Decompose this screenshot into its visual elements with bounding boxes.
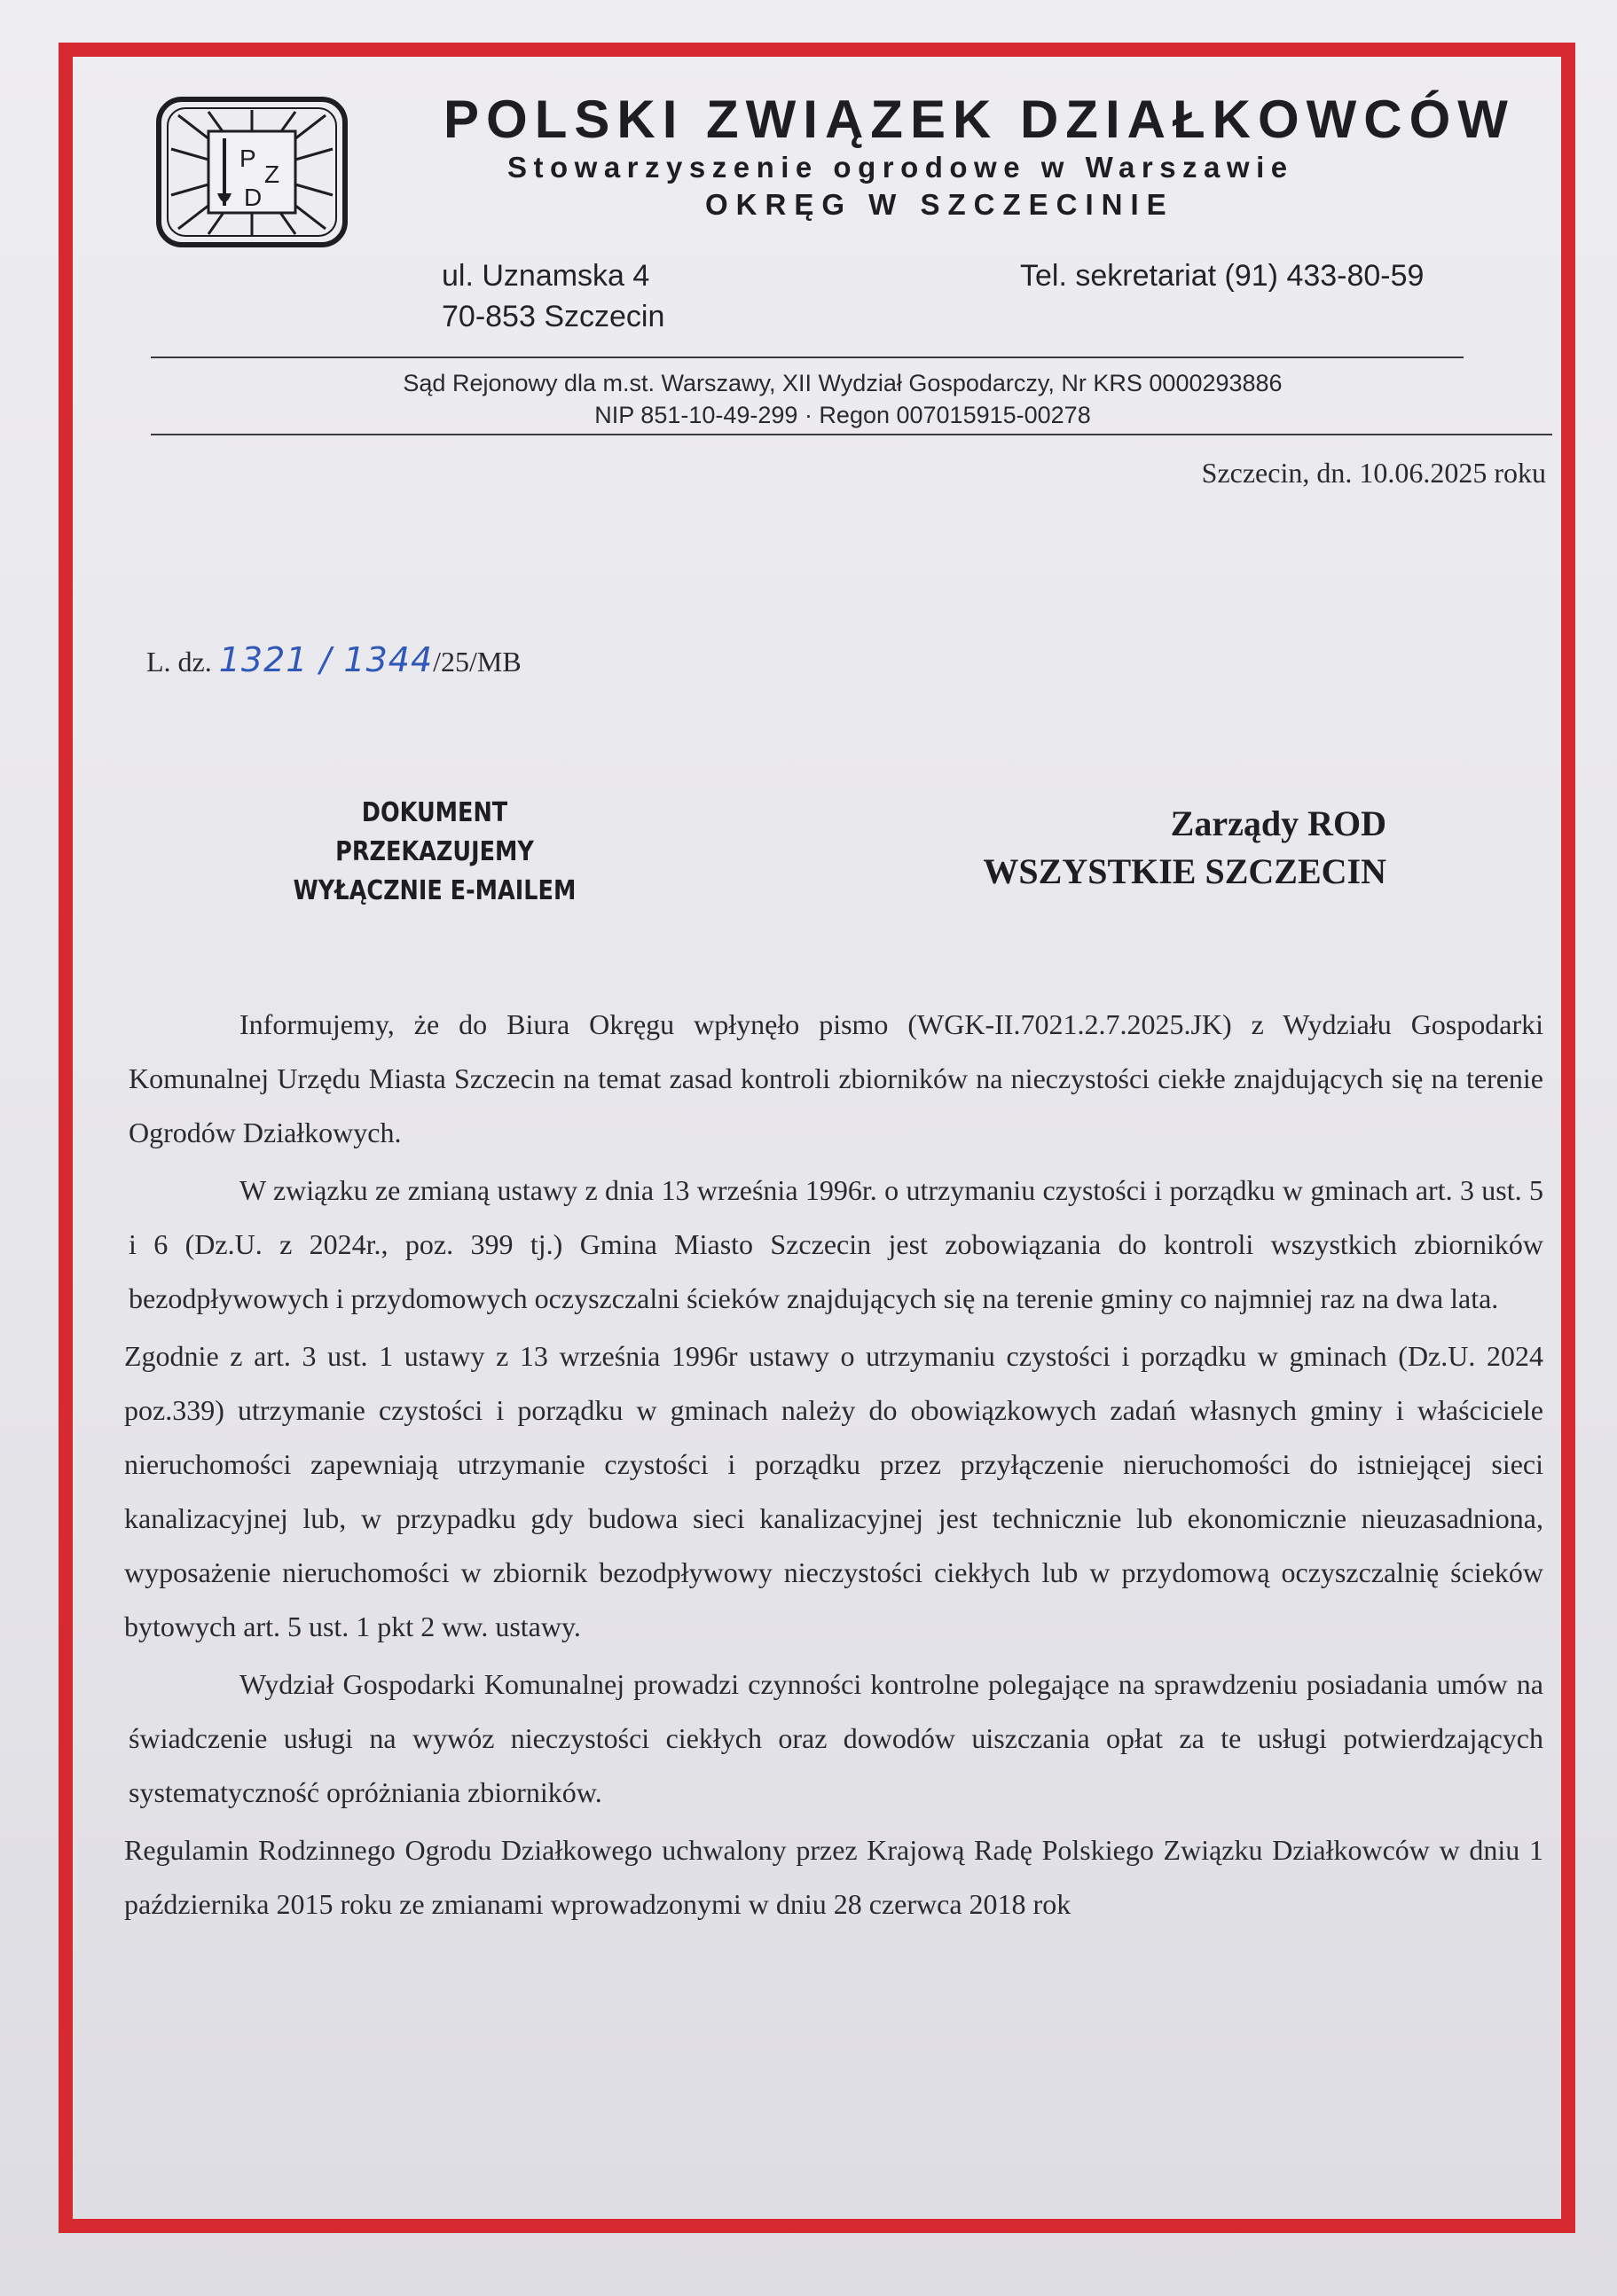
reference-suffix: /25/MB [433,646,522,678]
paragraph-1: Informujemy, że do Biura Okręgu wpłynęło pismo (WGK-II.7021.2.7.2025.JK) z Wydziału Gospodarki Komunalnej Urzędu Miasta Szczecin na temat zasad kontroli zbiorników na nieczystości ciekłe znajdujących się na terenie Ogrodów Działkowych. [129,1008,1543,1148]
reference-handwritten: 1321 / 1344 [218,640,434,679]
address-city: 70-853 Szczecin [442,300,665,333]
email-note-line-2: WYŁĄCZNIE E-MAILEM [293,875,577,906]
reference-number [146,640,522,679]
registry-line-2: NIP 851-10-49-299 · Regon 007015915-00278 [594,402,1091,428]
address-street: ul. Uznamska 4 [442,259,650,293]
paragraph-3: Zgodnie z art. 3 ust. 1 ustawy z 13 września 1996r ustawy o utrzymaniu czystości i porządku w gminach (Dz.U. 2024 poz.339) utrzymanie czystości i porządku w gminach należy do obowiązkowych zadań własnych gminy i właściciele nieruchomości zapewniają utrzymanie czystości i porządku przez przyłączenie nieruchomości do istniejącej sieci kanalizacyjnej lub, w przypadku gdy budowa sieci kanalizacyjnej jest technicznie lub ekonomicznie nieuzasadniona, wyposażenie nieruchomości w zbiornik bezodpływowy nieczystości ciekłych lub w przydomową oczyszczalnię ścieków bytowych art. 5 ust. 1 pkt 2 ww. ustawy. [124,1340,1543,1642]
header-divider [151,357,1464,358]
addressee [983,800,1386,896]
paragraph-2: W związku ze zmianą ustawy z dnia 13 września 1996r. o utrzymaniu czystości i porządku w gminach art. 3 ust. 5 i 6 (Dz.U. z 2024r., poz. 399 tj.) Gmina Miasto Szczecin jest zobowiązania do kontroli wszystkich zbiorników bezodpływowych i przydomowych oczyszczalni ścieków znajdujących się na terenie gminy co najmniej raz na dwa lata. [129,1174,1543,1314]
pzd-logo [155,96,349,248]
svg-text:D: D [244,184,263,211]
org-subtitle: Stowarzyszenie ogrodowe w Warszawie [507,151,1294,184]
addressee-line-2: WSZYSTKIE SZCZECIN [983,851,1386,891]
registry-line-1: Sąd Rejonowy dla m.st. Warszawy, XII Wydział Gospodarczy, Nr KRS 0000293886 [403,370,1283,396]
org-district: OKRĘG W SZCZECINIE [705,188,1174,221]
letter-body [124,998,1543,1935]
svg-text:P: P [239,145,256,172]
phone-number: Tel. sekretariat (91) 433-80-59 [1020,259,1425,293]
addressee-line-1: Zarządy ROD [1170,803,1386,843]
paragraph-4: Wydział Gospodarki Komunalnej prowadzi czynności kontrolne polegające na sprawdzeniu posiadania umów na świadczenie usługi na wywóz nieczystości ciekłych oraz dowodów uiszczania opłat za te usługi potwierdzających systematyczność opróżniania zbiorników. [129,1668,1543,1808]
org-name: POLSKI ZWIĄZEK DZIAŁKOWCÓW [443,90,1515,149]
reference-prefix: L. dz. [146,646,219,678]
svg-text:Z: Z [264,161,280,188]
email-only-note [284,794,585,911]
letter-date: Szczecin, dn. 10.06.2025 roku [1201,457,1546,489]
registry-divider [151,434,1552,435]
email-note-line-1: DOKUMENT PRZEKAZUJEMY [335,797,534,867]
paragraph-5: Regulamin Rodzinnego Ogrodu Działkowego uchwalony przez Krajową Radę Polskiego Związku Działkowców w dniu 1 października 2015 roku ze zmianami wprowadzonymi w dniu 28 czerwca 2018 rok [124,1834,1543,1920]
